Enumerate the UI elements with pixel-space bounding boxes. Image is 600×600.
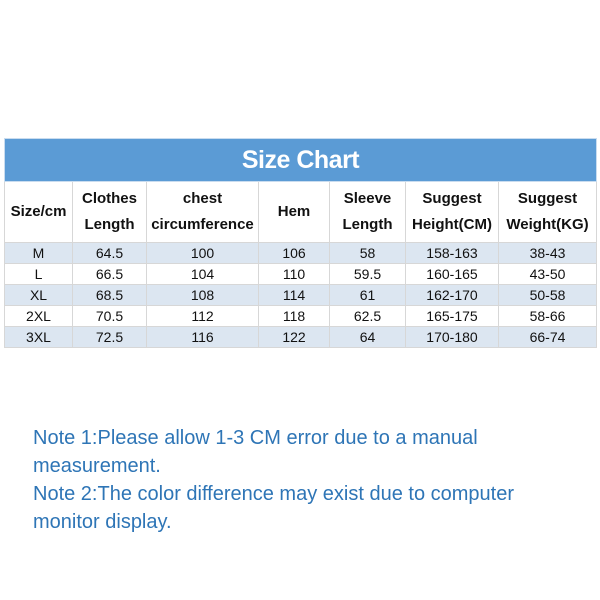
table-cell: 66-74	[499, 327, 597, 348]
table-cell: 58-66	[499, 306, 597, 327]
table-cell: 158-163	[406, 243, 499, 264]
note-1: Note 1:Please allow 1-3 CM error due to a manual measurement.	[33, 427, 478, 477]
table-row	[5, 264, 597, 285]
size-cell: 3XL	[5, 327, 73, 348]
notes	[33, 424, 578, 536]
table-cell: 64	[330, 327, 406, 348]
column-header	[406, 182, 499, 243]
header-row	[5, 182, 597, 243]
chart-title: Size Chart	[5, 139, 597, 182]
table-row	[5, 243, 597, 264]
column-header-line: Sleeve	[343, 190, 392, 207]
table-cell: 59.5	[330, 264, 406, 285]
column-header-line: Length	[342, 216, 393, 233]
table-cell: 58	[330, 243, 406, 264]
column-header	[259, 182, 330, 243]
table-row	[5, 327, 597, 348]
table-cell: 114	[259, 285, 330, 306]
table-cell: 72.5	[73, 327, 147, 348]
table-cell: 43-50	[499, 264, 597, 285]
table-cell: 64.5	[73, 243, 147, 264]
column-header-line: Hem	[277, 203, 311, 220]
table-cell: 38-43	[499, 243, 597, 264]
table-cell: 118	[259, 306, 330, 327]
table-cell: 162-170	[406, 285, 499, 306]
column-header-line: Suggest	[517, 190, 578, 207]
table-row	[5, 285, 597, 306]
column-header-line: Length	[84, 216, 135, 233]
column-header-line: Weight(KG)	[506, 216, 589, 233]
column-header-line: Clothes	[81, 190, 137, 207]
table-cell: 170-180	[406, 327, 499, 348]
column-header-line: Height(CM)	[412, 216, 492, 233]
table-cell: 106	[259, 243, 330, 264]
table-row	[5, 306, 597, 327]
size-cell: M	[5, 243, 73, 264]
table-cell: 122	[259, 327, 330, 348]
table-cell: 100	[147, 243, 259, 264]
note-2: Note 2:The color difference may exist due to computer monitor display.	[33, 483, 514, 533]
column-header	[5, 182, 73, 243]
column-header-line: Suggest	[422, 190, 482, 207]
table-cell: 104	[147, 264, 259, 285]
column-header	[73, 182, 147, 243]
table-cell: 50-58	[499, 285, 597, 306]
column-header-line: chest	[182, 190, 223, 207]
table-cell: 116	[147, 327, 259, 348]
column-header	[330, 182, 406, 243]
table-cell: 165-175	[406, 306, 499, 327]
size-cell: 2XL	[5, 306, 73, 327]
table-body	[5, 243, 597, 348]
column-header-line: circumference	[151, 216, 254, 233]
table-cell: 108	[147, 285, 259, 306]
table-cell: 62.5	[330, 306, 406, 327]
table-cell: 70.5	[73, 306, 147, 327]
size-cell: XL	[5, 285, 73, 306]
table-cell: 66.5	[73, 264, 147, 285]
column-header-line: Size/cm	[10, 203, 67, 220]
table-cell: 112	[147, 306, 259, 327]
column-header	[499, 182, 597, 243]
size-cell: L	[5, 264, 73, 285]
table-cell: 160-165	[406, 264, 499, 285]
table-cell: 61	[330, 285, 406, 306]
table-cell: 68.5	[73, 285, 147, 306]
size-chart-table	[4, 138, 597, 348]
column-header	[147, 182, 259, 243]
table-cell: 110	[259, 264, 330, 285]
